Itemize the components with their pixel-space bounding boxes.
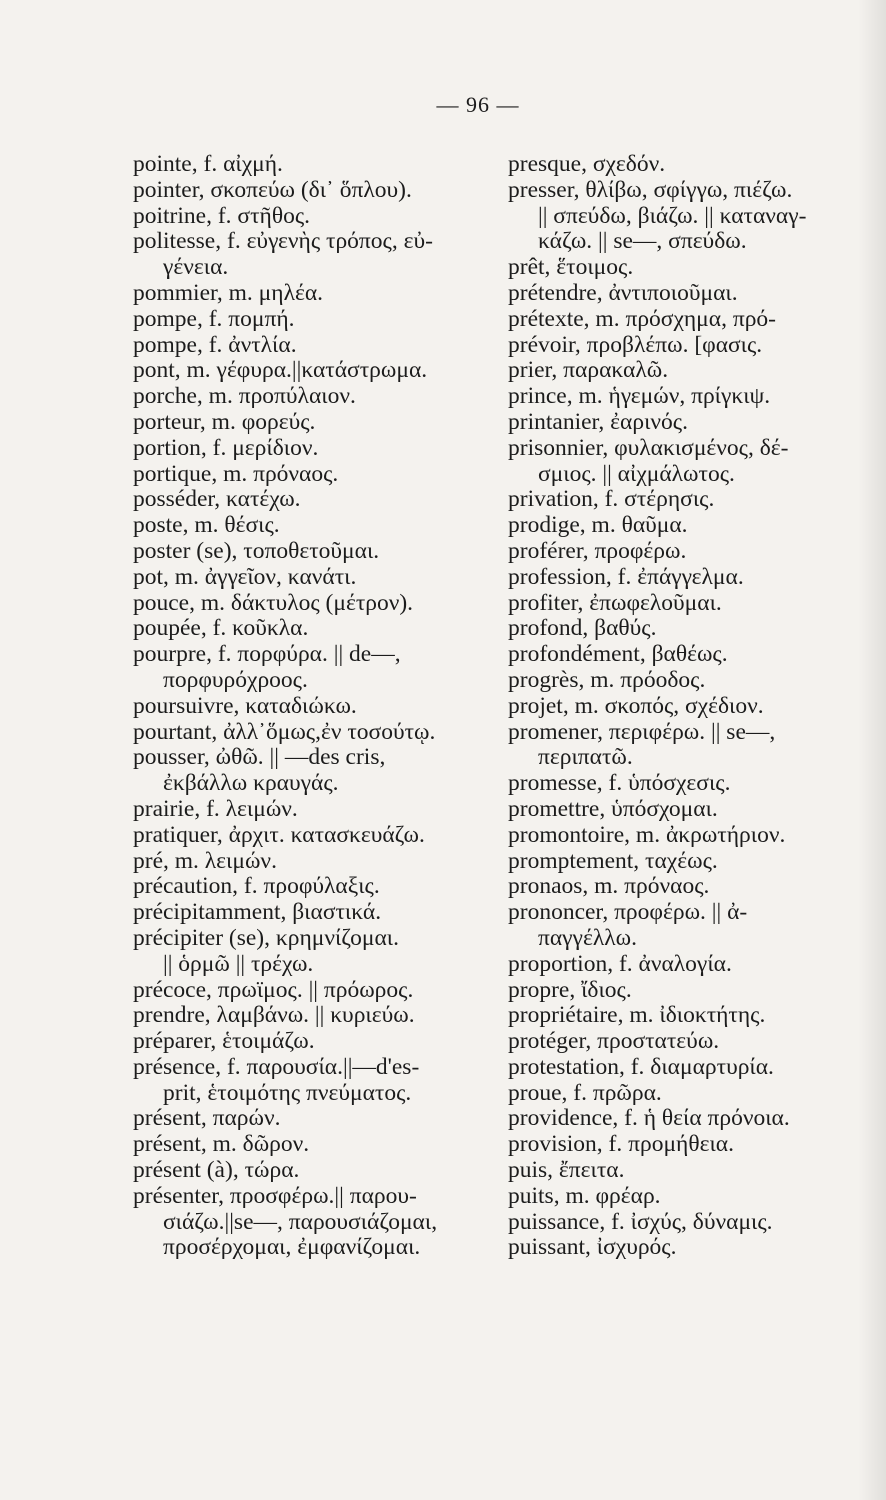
dictionary-entry: provision, f. προμήθεια.: [508, 1132, 734, 1158]
dictionary-entry: promptement, ταχέως.: [508, 848, 718, 874]
left-column: [133, 152, 488, 1261]
entry-continuation-line: περιπατῶ.: [538, 745, 633, 771]
dictionary-entry: prétexte, m. πρόσχημα, πρό-: [508, 306, 777, 332]
entry-continuation-line: παγγέλλω.: [538, 925, 637, 951]
right-column: [508, 152, 853, 1261]
entry-continuation-line: || ὁρμῶ || τρέχω.: [163, 951, 314, 977]
dictionary-entry: pourpre, f. πορφύρα. || de—,: [133, 642, 401, 668]
dictionary-entry: poursuivre, καταδιώκω.: [133, 693, 357, 719]
dictionary-entry: promener, περιφέρω. || se—,: [508, 719, 776, 745]
dictionary-entry: prendre, λαμβάνω. || κυριεύω.: [133, 1003, 415, 1029]
dictionary-entry: présenter, προσφέρω.|| παρου-: [133, 1183, 417, 1209]
dictionary-entry: puissant, ἰσχυρός.: [508, 1235, 677, 1261]
dictionary-entry: prodige, m. θαῦμα.: [508, 513, 688, 539]
dictionary-entry: précipiter (se), κρημνίζομαι.: [133, 925, 400, 951]
dictionary-entry: précoce, πρωϊμος. || πρόωρος.: [133, 977, 414, 1003]
dictionary-entry: porche, m. προπύλαιον.: [133, 384, 356, 410]
dictionary-entry: promesse, f. ὑπόσχεσις.: [508, 771, 731, 797]
dictionary-entry: prier, παρακαλῶ.: [508, 358, 669, 384]
dictionary-entry: pousser, ὠθῶ. || —des cris,: [133, 745, 386, 771]
dictionary-entry: politesse, f. εὐγενὴς τρόπος, εὐ-: [133, 229, 433, 255]
dictionary-entry: poupée, f. κοῦκλα.: [133, 616, 309, 642]
dictionary-entry: protestation, f. διαμαρτυρία.: [508, 1054, 774, 1080]
dictionary-entry: puits, m. φρέαρ.: [508, 1183, 661, 1209]
dictionary-entry: prince, m. ἡγεμών, πρίγκιψ.: [508, 384, 771, 410]
dictionary-entry: prairie, f. λειμών.: [133, 796, 298, 822]
dictionary-entry: pronaos, m. πρόναος.: [508, 874, 710, 900]
dictionary-entry: presser, θλίβω, σφίγγω, πιέζω.: [508, 177, 793, 203]
dictionary-entry: puis, ἔπειτα.: [508, 1158, 625, 1184]
entry-continuation-line: σμιος. || αἰχμάλωτος.: [538, 461, 735, 487]
dictionary-entry: pointe, f. αἰχμή.: [133, 152, 283, 177]
dictionary-entry: prisonnier, φυλακισμένος, δέ-: [508, 435, 789, 461]
dictionary-entry: pompe, f. πομπή.: [133, 306, 295, 332]
dictionary-entry: propre, ἴδιος.: [508, 977, 632, 1003]
dictionary-entry: proportion, f. ἀναλογία.: [508, 951, 732, 977]
dictionary-entry: privation, f. στέρησις.: [508, 487, 715, 513]
dictionary-entry: protéger, προστατεύω.: [508, 1029, 720, 1055]
dictionary-entry: présence, f. παρουσία.||—d'es-: [133, 1054, 420, 1080]
dictionary-entry: préparer, ἑτοιμάζω.: [133, 1029, 315, 1055]
dictionary-entry: propriétaire, m. ἰδιοκτήτης.: [508, 1003, 766, 1029]
dictionary-entry: prêt, ἕτοιμος.: [508, 255, 634, 281]
dictionary-entry: providence, f. ἡ θεία πρόνοια.: [508, 1106, 790, 1132]
dictionary-entry: présent, παρών.: [133, 1106, 281, 1132]
dictionary-entry: puissance, f. ἰσχύς, δύναμις.: [508, 1209, 773, 1235]
dictionary-entry: printanier, ἐαρινός.: [508, 409, 688, 435]
entry-continuation-line: ἐκβάλλω κραυγάς.: [163, 771, 339, 797]
dictionary-entry: pot, m. ἀγγεῖον, κανάτι.: [133, 564, 357, 590]
dictionary-entry: portion, f. μερίδιον.: [133, 435, 319, 461]
dictionary-entry: projet, m. σκοπός, σχέδιον.: [508, 693, 764, 719]
page-number: — 96 —: [436, 92, 520, 117]
dictionary-entry: prononcer, προφέρω. || ἀ-: [508, 900, 748, 926]
dictionary-entry: proférer, προφέρω.: [508, 538, 687, 564]
entry-continuation-line: σιάζω.||se—, παρουσιάζομαι,: [163, 1209, 438, 1235]
entry-continuation-line: prit, ἑτοιμότης πνεύματος.: [163, 1080, 412, 1106]
dictionary-entry: pourtant, ἀλλ᾿ὅμως,ἐν τοσούτῳ.: [133, 719, 436, 745]
entry-continuation-line: προσέρχομαι, ἐμφανίζομαι.: [163, 1235, 421, 1261]
dictionary-entry: proue, f. πρῶρα.: [508, 1080, 662, 1106]
dictionary-entry: pont, m. γέφυρα.||κατάστρωμα.: [133, 358, 428, 384]
page-spine-shadow: [858, 0, 886, 1500]
dictionary-entry: promontoire, m. ἀκρωτήριον.: [508, 822, 786, 848]
dictionary-entry: prévoir, προβλέπω. [φασις.: [508, 332, 763, 358]
dictionary-entry: prétendre, ἀντιποιοῦμαι.: [508, 280, 738, 306]
dictionary-entry: pouce, m. δάκτυλος (μέτρον).: [133, 590, 414, 616]
entry-continuation-line: || σπεύδω, βιάζω. || καταναγ-: [538, 203, 807, 229]
dictionary-entry: pommier, m. μηλέα.: [133, 280, 324, 306]
dictionary-entry: profondément, βαθέως.: [508, 642, 728, 668]
dictionary-entry: pratiquer, ἀρχιτ. κατασκευάζω.: [133, 822, 425, 848]
dictionary-entry: profond, βαθύς.: [508, 616, 657, 642]
dictionary-entry: porteur, m. φορεύς.: [133, 409, 316, 435]
entry-continuation-line: κάζω. || se—, σπεύδω.: [538, 229, 747, 255]
dictionary-entry: presque, σχεδόν.: [508, 152, 666, 177]
dictionary-entry: précaution, f. προφύλαξις.: [133, 874, 380, 900]
dictionary-entry: profiter, ἐπωφελοῦμαι.: [508, 590, 722, 616]
entry-continuation-line: πορφυρόχροος.: [163, 667, 308, 693]
dictionary-entry: promettre, ὑπόσχομαι.: [508, 796, 718, 822]
dictionary-entry: portique, m. πρόναος.: [133, 461, 339, 487]
dictionary-entry: posséder, κατέχω.: [133, 487, 301, 513]
entry-continuation-line: γένεια.: [163, 255, 229, 281]
dictionary-entry: poster (se), τοποθετοῦμαι.: [133, 538, 380, 564]
dictionary-entry: progrès, m. πρόοδος.: [508, 667, 706, 693]
dictionary-entry: poitrine, f. στῆθος.: [133, 203, 311, 229]
dictionary-entry: présent, m. δῶρον.: [133, 1132, 310, 1158]
dictionary-entry: poste, m. θέσις.: [133, 513, 280, 539]
dictionary-entry: pointer, σκοπεύω (δι᾿ ὅπλου).: [133, 177, 412, 203]
dictionary-entry: présent (à), τώρα.: [133, 1158, 300, 1184]
dictionary-entry: pré, m. λειμών.: [133, 848, 277, 874]
dictionary-entry: profession, f. ἐπάγγελμα.: [508, 564, 744, 590]
dictionary-entry: pompe, f. ἀντλία.: [133, 332, 297, 358]
dictionary-entry: précipitamment, βιαστικά.: [133, 900, 382, 926]
